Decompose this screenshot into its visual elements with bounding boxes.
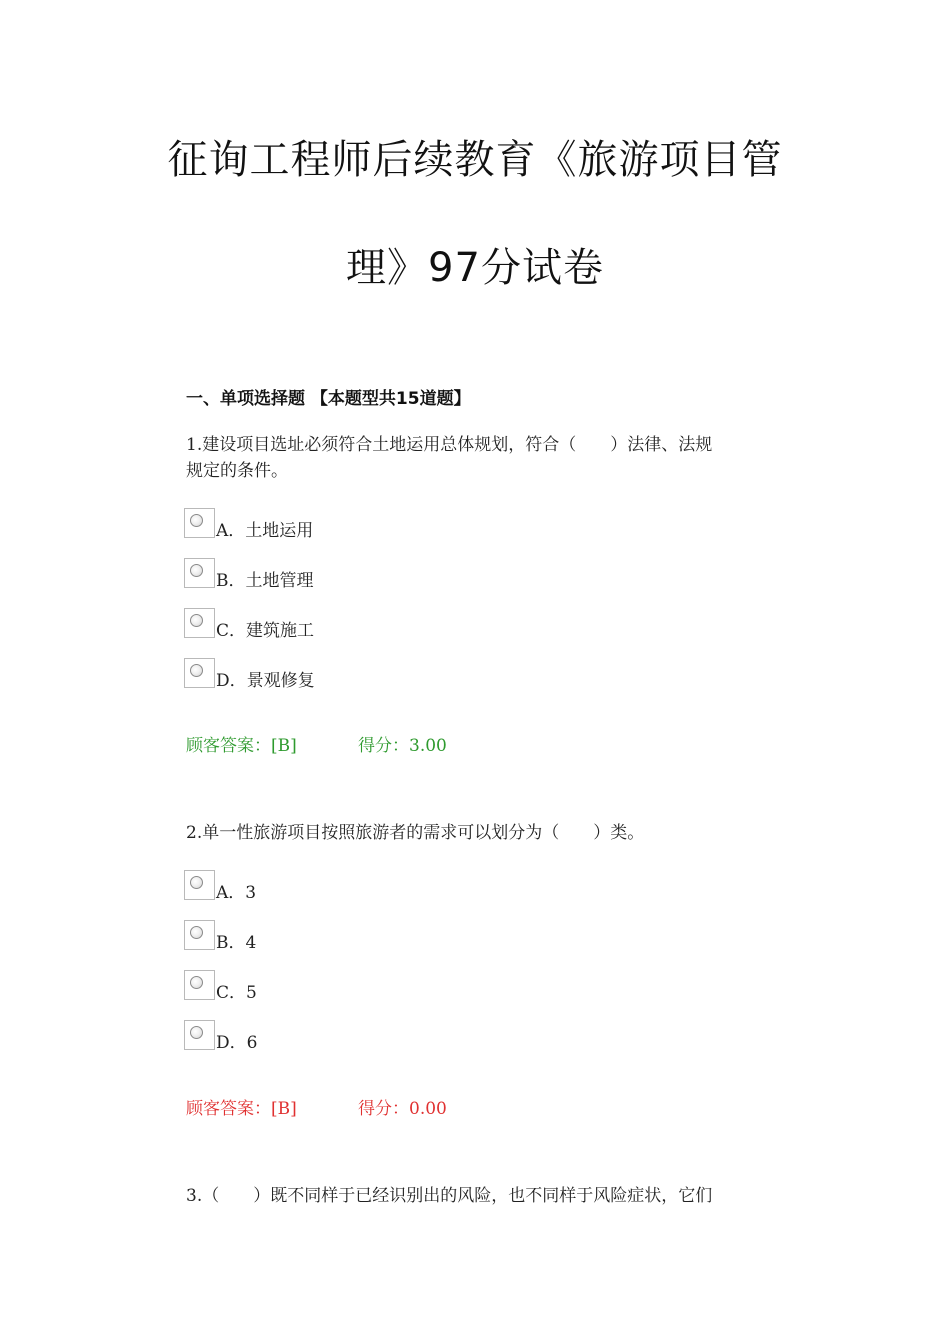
page-title-line2: 理》97分试卷 [346, 245, 604, 291]
customer-answer-label: 顾客答案：[B] [186, 1099, 297, 1119]
option-box [184, 870, 215, 900]
radio-button-icon[interactable] [190, 514, 203, 527]
radio-button-icon[interactable] [190, 614, 203, 627]
customer-answer-label: 顾客答案：[B] [186, 736, 297, 756]
radio-button-icon[interactable] [190, 876, 203, 889]
radio-button-icon[interactable] [190, 976, 203, 989]
question-2-answer [186, 1094, 447, 1119]
question-text-line: 2.单一性旅游项目按照旅游者的需求可以划分为（ ）类。 [186, 823, 645, 843]
option-label: A．3 [216, 883, 257, 903]
option-label: D．6 [216, 1033, 258, 1053]
radio-button-icon[interactable] [190, 1026, 203, 1039]
option-label: B．土地管理 [216, 571, 314, 591]
page-title-line1: 征询工程师后续教育《旅游项目管 [167, 137, 783, 183]
option-box [184, 1020, 215, 1050]
option-label: B．4 [216, 933, 257, 953]
score-label: 得分：3.00 [358, 736, 447, 756]
question-3-text [186, 1183, 786, 1209]
option-label: C．5 [216, 983, 257, 1003]
option-box [184, 970, 215, 1000]
option-box [184, 558, 215, 588]
radio-button-icon[interactable] [190, 926, 203, 939]
question-text-line: 1.建设项目选址必须符合土地运用总体规划，符合（ ）法律、法规 [186, 435, 713, 455]
option-box [184, 920, 215, 950]
option-label: C．建筑施工 [216, 621, 315, 641]
radio-button-icon[interactable] [190, 664, 203, 677]
question-1-answer [186, 731, 447, 756]
question-2-text [186, 820, 786, 846]
question-1-text [186, 432, 786, 484]
option-box [184, 608, 215, 638]
section-heading: 一、单项选择题 【本题型共15道题】 [186, 389, 471, 409]
score-label: 得分：0.00 [358, 1099, 447, 1119]
radio-button-icon[interactable] [190, 564, 203, 577]
question-text-line: 规定的条件。 [186, 461, 288, 481]
option-box [184, 658, 215, 688]
option-box [184, 508, 215, 538]
option-label: D．景观修复 [216, 671, 315, 691]
option-label: A．土地运用 [216, 521, 314, 541]
question-text-line: 3.（ ）既不同样于已经识别出的风险，也不同样于风险症状，它们 [186, 1186, 713, 1206]
